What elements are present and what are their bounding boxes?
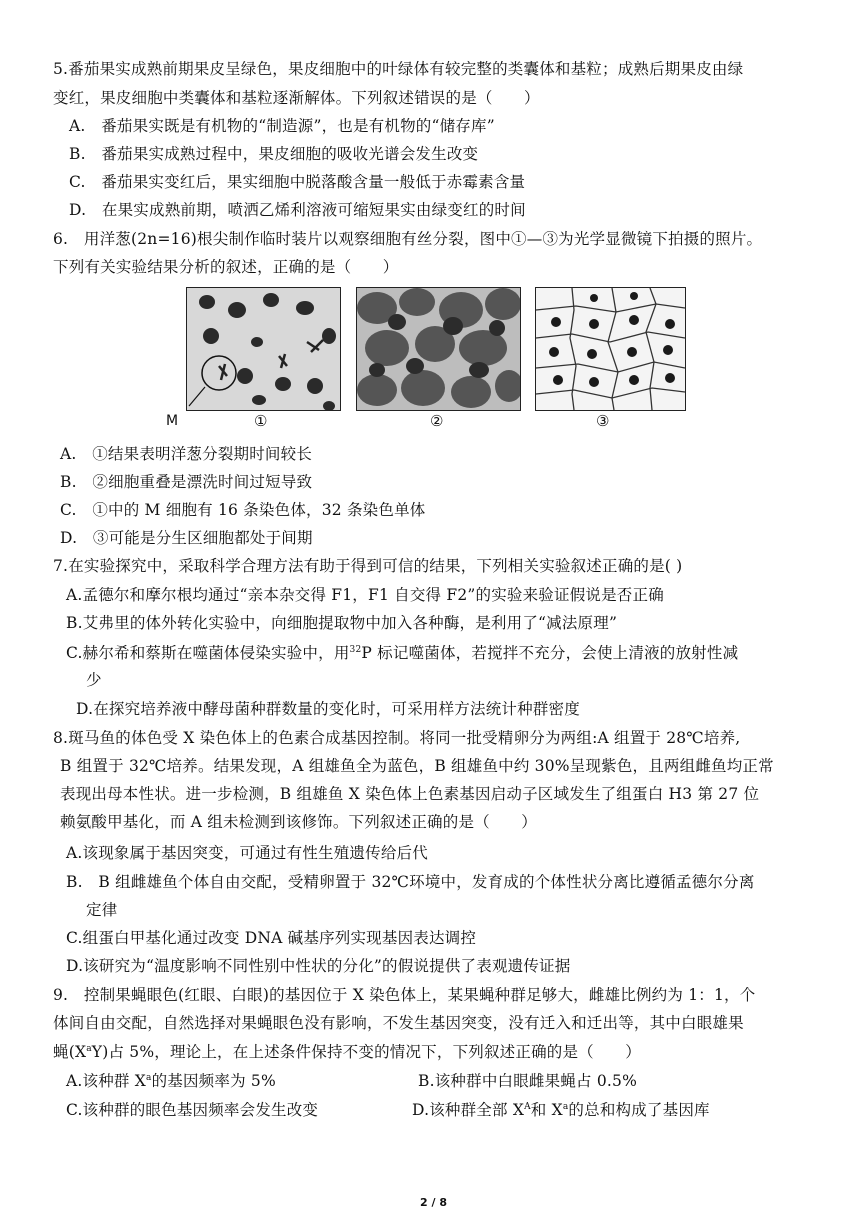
q5-option-a: A. 番茄果实既是有机物的“制造源”，也是有机物的“储存库” bbox=[69, 117, 495, 135]
q9-option-a-post: 的基因频率为 5% bbox=[151, 1072, 276, 1090]
q9-option-d-mid: 和 X bbox=[530, 1101, 563, 1119]
q9-option-d-superscript-a-lower: a bbox=[562, 1101, 569, 1112]
q6-stem-line2: 下列有关实验结果分析的叙述，正确的是（ ） bbox=[53, 258, 399, 276]
q5-stem-line1: 5.番茄果实成熟前期果皮呈绿色，果皮细胞中的叶绿体有较完整的类囊体和基粒；成熟后期果皮由绿 bbox=[53, 60, 744, 78]
q7-stem: 7.在实验探究中，采取科学合理方法有助于得到可信的结果，下列相关实验叙述正确的是( ) bbox=[53, 557, 683, 575]
q9-option-d bbox=[412, 1100, 710, 1120]
q8-option-d: D.该研究为“温度影响不同性别中性状的分化”的假说提供了表观遗传证据 bbox=[66, 957, 571, 975]
q7-option-a: A.孟德尔和摩尔根均通过“亲本杂交得 F1，F1 自交得 F2”的实验来验证假说是否正确 bbox=[66, 586, 664, 604]
q9-option-a-pre: A.该种群 X bbox=[66, 1072, 146, 1090]
q7-option-c-line1 bbox=[66, 643, 738, 663]
q8-option-b-line1: B. B 组雌雄鱼个体自由交配，受精卵置于 32℃环境中，发育成的个体性状分离比遵循孟德尔分离 bbox=[66, 873, 755, 891]
q9-option-a-superscript: a bbox=[145, 1072, 152, 1083]
q8-stem-line2: B 组置于 32℃培养。结果发现，A 组雄鱼全为蓝色，B 组雄鱼中约 30%呈现紫色，且两组雌鱼均正常 bbox=[60, 757, 774, 775]
q8-option-c: C.组蛋白甲基化通过改变 DNA 碱基序列实现基因表达调控 bbox=[66, 929, 477, 947]
q6-option-a: A. ①结果表明洋葱分裂期时间较长 bbox=[60, 445, 313, 463]
q8-stem-line1: 8.斑马鱼的体色受 X 染色体上的色素合成基因控制。将同一批受精卵分为两组:A 组置于 28℃培养, bbox=[53, 729, 741, 747]
q9-stem-line3 bbox=[53, 1042, 641, 1062]
page-number: 2 / 8 bbox=[420, 1196, 447, 1209]
q9-option-b: B.该种群中白眼雌果蝇占 0.5% bbox=[418, 1072, 638, 1090]
q9-option-d-post: 的总和构成了基因库 bbox=[568, 1101, 710, 1119]
q8-option-a: A.该现象属于基因突变，可通过有性生殖遗传给后代 bbox=[66, 844, 428, 862]
q9-stem-line2: 体间自由交配，自然选择对果蝇眼色没有影响，不发生基因突变，没有迁入和迁出等，其中白眼雄果 bbox=[53, 1014, 744, 1032]
q9-option-a bbox=[66, 1071, 276, 1091]
q5-option-d: D. 在果实成熟前期，喷洒乙烯利溶液可缩短果实由绿变红的时间 bbox=[69, 201, 526, 219]
q9-stem-line3-post: Y)占 5%，理论上，在上述条件保持不变的情况下，下列叙述正确的是（ ） bbox=[91, 1043, 641, 1061]
q7-option-b: B.艾弗里的体外转化实验中，向细胞提取物中加入各种酶，是利用了“减法原理” bbox=[66, 614, 618, 632]
micrograph-figure-group bbox=[166, 287, 686, 432]
q6-stem-line1: 6. 用洋葱(2n=16)根尖制作临时装片以观察细胞有丝分裂，图中①—③为光学显微镜下拍摄的照片。 bbox=[53, 230, 763, 248]
q9-option-d-pre: D.该种群全部 X bbox=[412, 1101, 525, 1119]
micrograph-2 bbox=[356, 287, 521, 411]
p32-superscript: 32 bbox=[349, 644, 362, 655]
micrograph-1-caption: ① bbox=[254, 412, 268, 430]
q7-option-c-text-pre: C.赫尔希和蔡斯在噬菌体侵染实验中，用 bbox=[66, 644, 350, 662]
q6-option-b: B. ②细胞重叠是漂洗时间过短导致 bbox=[60, 473, 313, 491]
cell-m-label: M bbox=[166, 413, 179, 429]
q6-option-d: D. ③可能是分生区细胞都处于间期 bbox=[60, 529, 313, 547]
q9-stem-line3-pre: 蝇(X bbox=[53, 1043, 87, 1061]
q5-stem-line2: 变红，果皮细胞中类囊体和基粒逐渐解体。下列叙述错误的是（ ） bbox=[53, 89, 540, 107]
q7-option-d: D.在探究培养液中酵母菌种群数量的变化时，可采用样方法统计种群密度 bbox=[76, 700, 580, 718]
micrograph-2-caption: ② bbox=[430, 412, 444, 430]
q5-option-c: C. 番茄果实变红后，果实细胞中脱落酸含量一般低于赤霉素含量 bbox=[69, 173, 526, 191]
q9-option-d-superscript-a-upper: A bbox=[524, 1101, 531, 1112]
q7-option-c-text-post: P 标记噬菌体，若搅拌不充分，会使上清液的放射性减 bbox=[361, 644, 739, 662]
q9-stem-line1: 9. 控制果蝇眼色(红眼、白眼)的基因位于 X 染色体上，某果蝇种群足够大，雌雄比例约为 1：1，个 bbox=[53, 986, 756, 1004]
micrograph-3 bbox=[535, 287, 686, 411]
q6-option-c: C. ①中的 M 细胞有 16 条染色体，32 条染色单体 bbox=[60, 501, 426, 519]
q8-option-b-line2: 定律 bbox=[86, 901, 118, 919]
q7-option-c-line2: 少 bbox=[86, 671, 102, 689]
q9-option-c: C.该种群的眼色基因频率会发生改变 bbox=[66, 1101, 319, 1119]
q8-stem-line4: 赖氨酸甲基化，而 A 组未检测到该修饰。下列叙述正确的是（ ） bbox=[60, 813, 537, 831]
q5-option-b: B. 番茄果实成熟过程中，果皮细胞的吸收光谱会发生改变 bbox=[69, 145, 479, 163]
xa-superscript: a bbox=[86, 1043, 92, 1054]
q8-stem-line3: 表现出母本性状。进一步检测，B 组雄鱼 X 染色体上色素基因启动子区域发生了组蛋白 H3 第 27 位 bbox=[60, 785, 760, 803]
micrograph-1 bbox=[186, 287, 341, 411]
micrograph-3-caption: ③ bbox=[596, 412, 610, 430]
